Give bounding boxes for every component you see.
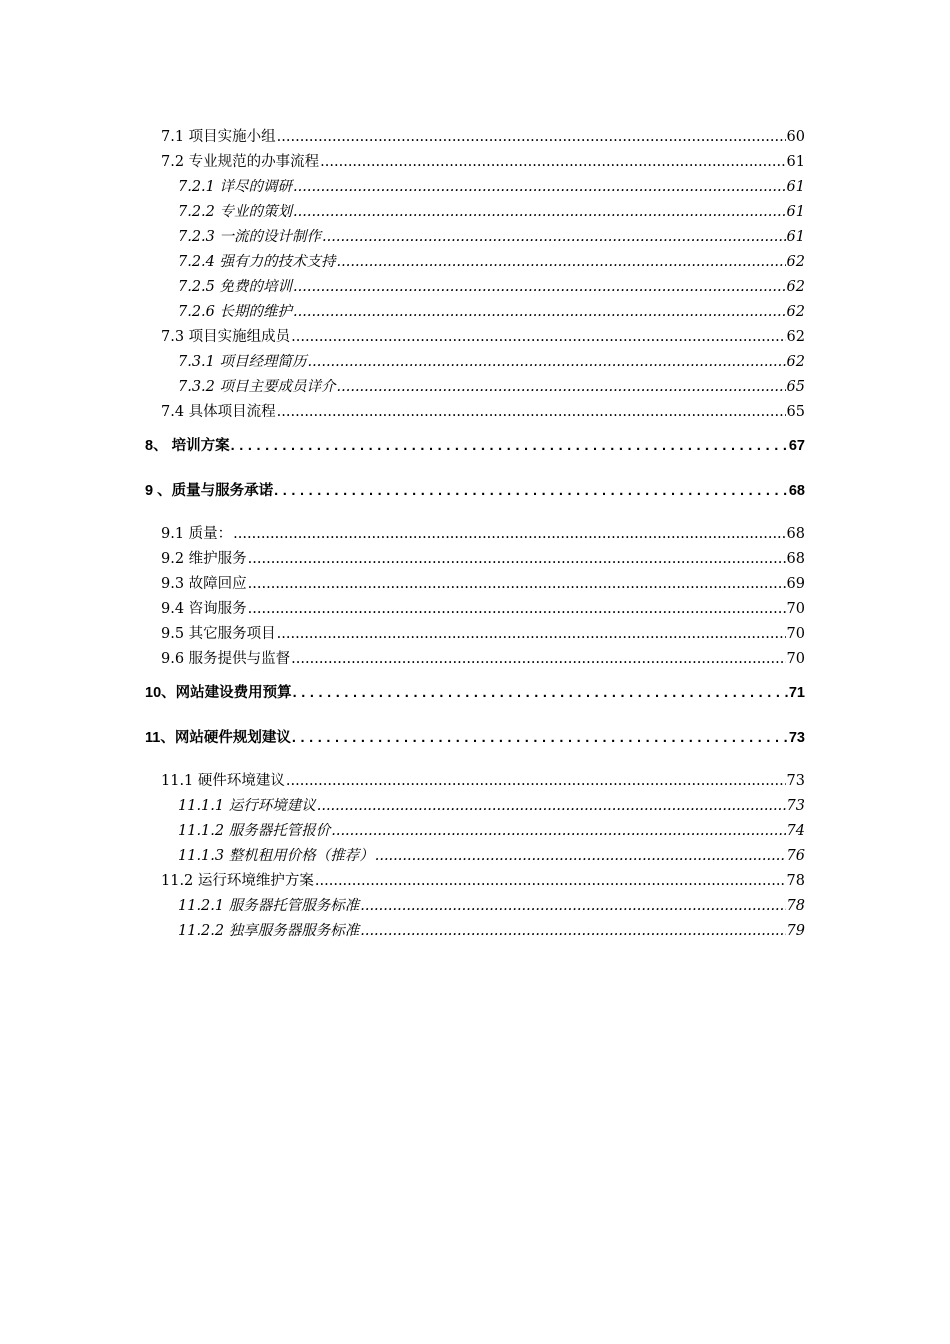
dot-leader (248, 574, 786, 594)
dot-leader (317, 796, 786, 816)
toc-page-number: 71 (788, 685, 805, 701)
toc-page-number: 79 (786, 923, 805, 939)
toc-page-number: 76 (786, 848, 805, 864)
toc-entry-label: 7.3.1 项目经理简历 (178, 354, 307, 370)
toc-entry-label: 7.2.3 一流的设计制作 (178, 229, 322, 245)
toc-entry[interactable] (178, 921, 805, 941)
dot-leader (375, 846, 786, 866)
toc-entry[interactable] (178, 846, 805, 866)
toc-entry-label: 11.1.3 整机租用价格（推荐） (178, 848, 374, 864)
toc-entry[interactable] (178, 302, 805, 322)
toc-entry-label: 7.2.2 专业的策划 (178, 204, 293, 220)
dot-leader (291, 327, 785, 347)
toc-entry-label: 9.2 维护服务 (161, 551, 247, 567)
toc-page-number: 61 (786, 179, 805, 195)
toc-entry[interactable] (178, 896, 805, 916)
toc-page-number: 60 (786, 129, 805, 145)
toc-page-number: 65 (786, 379, 805, 395)
toc-page-number: 73 (788, 730, 805, 746)
dot-leader (248, 599, 786, 619)
dot-leader (293, 683, 788, 703)
toc-entry[interactable] (178, 352, 805, 372)
dot-leader (315, 871, 786, 891)
toc-entry-label: 9.1 质量： (161, 526, 233, 542)
toc-entry-label: 11、网站硬件规划建议 (145, 730, 291, 746)
dot-leader (286, 771, 786, 791)
toc-entry-label: 7.3.2 项目主要成员详介 (178, 379, 336, 395)
dot-leader (293, 302, 786, 322)
toc-entry-label: 11.2.1 服务器托管服务标准 (178, 898, 360, 914)
dot-leader (360, 921, 785, 941)
toc-entry-label: 11.1.2 服务器托管报价 (178, 823, 331, 839)
dot-leader (277, 127, 786, 147)
toc-entry-label: 11.1.1 运行环境建议 (178, 798, 316, 814)
toc-entry-label: 9 、质量与服务承诺 (145, 483, 274, 499)
toc-entry[interactable] (161, 127, 805, 147)
toc-entry[interactable] (178, 227, 805, 247)
toc-entry-label: 7.2.5 免费的培训 (178, 279, 293, 295)
toc-page-number: 73 (786, 798, 805, 814)
dot-leader (233, 524, 785, 544)
toc-page-number: 68 (786, 551, 805, 567)
toc-entry-label: 7.1 项目实施小组 (161, 129, 276, 145)
toc-entry[interactable] (161, 771, 805, 791)
dot-leader (293, 202, 786, 222)
toc-page-number: 62 (786, 279, 805, 295)
toc-entry[interactable] (161, 402, 805, 422)
dot-leader (308, 352, 786, 372)
toc-chapter-entry[interactable] (145, 481, 805, 501)
toc-entry[interactable] (161, 327, 805, 347)
toc-chapter-entry[interactable] (145, 728, 805, 748)
toc-entry[interactable] (161, 871, 805, 891)
dot-leader (292, 728, 788, 748)
dot-leader (231, 436, 788, 456)
dot-leader (274, 481, 788, 501)
toc-page-number: 62 (786, 304, 805, 320)
toc-entry[interactable] (161, 574, 805, 594)
toc-page-number: 67 (788, 438, 805, 454)
toc-page-number: 68 (786, 526, 805, 542)
toc-entry-label: 11.2.2 独享服务器服务标准 (178, 923, 360, 939)
toc-entry[interactable] (178, 177, 805, 197)
dot-leader (320, 152, 785, 172)
toc-page-number: 62 (786, 254, 805, 270)
dot-leader (337, 252, 786, 272)
toc-page-number: 62 (786, 329, 805, 345)
toc-entry[interactable] (161, 152, 805, 172)
toc-entry[interactable] (178, 277, 805, 297)
dot-leader (337, 377, 786, 397)
toc-entry-label: 9.4 咨询服务 (161, 601, 247, 617)
toc-entry[interactable] (161, 549, 805, 569)
toc-entry[interactable] (161, 624, 805, 644)
dot-leader (248, 549, 786, 569)
toc-entry-label: 9.3 故障回应 (161, 576, 247, 592)
toc-page-number: 70 (786, 626, 805, 642)
toc-page-number: 62 (786, 354, 805, 370)
toc-chapter-entry[interactable] (145, 436, 805, 456)
toc-entry[interactable] (178, 252, 805, 272)
toc-page-number: 70 (786, 651, 805, 667)
toc-page-number: 78 (786, 898, 805, 914)
toc-entry-label: 7.3 项目实施组成员 (161, 329, 291, 345)
toc-chapter-entry[interactable] (145, 683, 805, 703)
toc-entry-label: 7.4 具体项目流程 (161, 404, 276, 420)
dot-leader (293, 277, 786, 297)
toc-entry[interactable] (178, 377, 805, 397)
toc-page-number: 78 (786, 873, 805, 889)
dot-leader (277, 624, 786, 644)
toc-entry-label: 9.6 服务提供与监督 (161, 651, 291, 667)
toc-page-number: 61 (786, 229, 805, 245)
toc-entry-label: 7.2.6 长期的维护 (178, 304, 293, 320)
dot-leader (291, 649, 785, 669)
toc-page-number: 73 (786, 773, 805, 789)
toc-entry[interactable] (161, 524, 805, 544)
toc-page-number: 74 (786, 823, 805, 839)
toc-entry[interactable] (178, 796, 805, 816)
toc-entry-label: 7.2.4 强有力的技术支持 (178, 254, 336, 270)
toc-entry-label: 7.2.1 详尽的调研 (178, 179, 293, 195)
toc-page-number: 68 (788, 483, 805, 499)
toc-page-number: 69 (786, 576, 805, 592)
toc-page-number: 70 (786, 601, 805, 617)
toc-entry-label: 8、 培训方案 (145, 438, 230, 454)
toc-entry-label: 11.1 硬件环境建议 (161, 773, 285, 789)
toc-entry[interactable] (161, 649, 805, 669)
toc-entry-label: 9.5 其它服务项目 (161, 626, 276, 642)
dot-leader (293, 177, 786, 197)
toc-entry-label: 10、网站建设费用预算 (145, 685, 292, 701)
toc-entry[interactable] (161, 599, 805, 619)
toc-entry[interactable] (178, 821, 805, 841)
toc-page-number: 65 (786, 404, 805, 420)
toc-entry-label: 11.2 运行环境维护方案 (161, 873, 314, 889)
dot-leader (277, 402, 786, 422)
dot-leader (322, 227, 786, 247)
dot-leader (331, 821, 785, 841)
toc-page-number: 61 (786, 204, 805, 220)
toc-page-number: 61 (786, 154, 805, 170)
dot-leader (360, 896, 785, 916)
toc-entry[interactable] (178, 202, 805, 222)
toc-entry-label: 7.2 专业规范的办事流程 (161, 154, 320, 170)
